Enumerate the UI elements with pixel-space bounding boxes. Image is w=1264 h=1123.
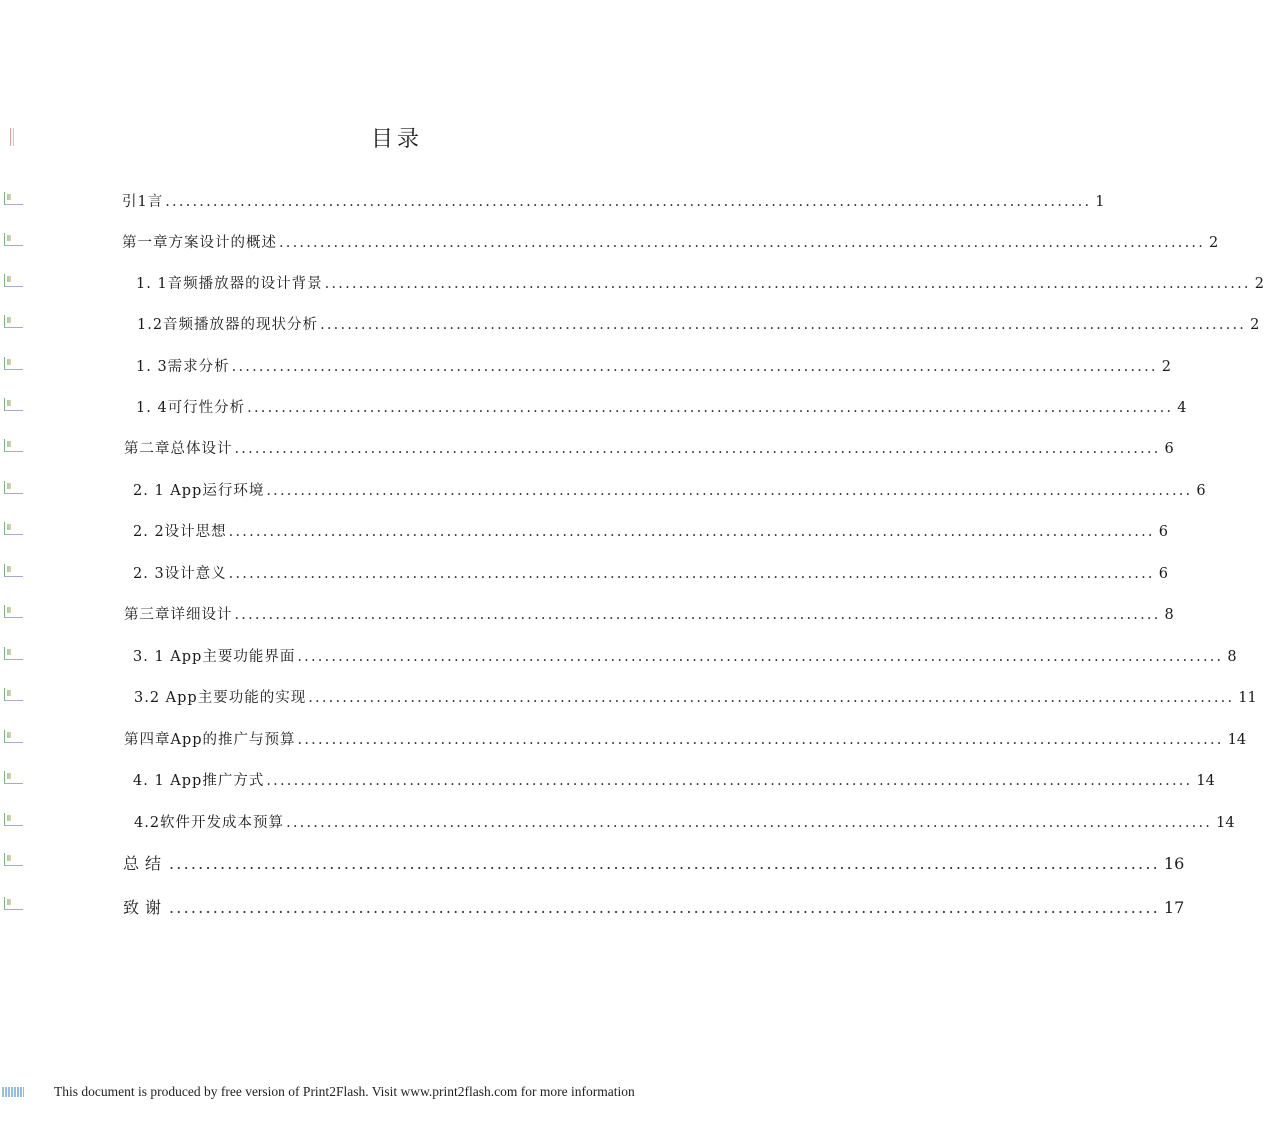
bookmark-icon bbox=[4, 897, 23, 910]
bookmark-icon bbox=[4, 233, 23, 246]
dot-leader: ........................................................................................................................................ bbox=[228, 524, 1155, 540]
toc-label: 总结 bbox=[123, 854, 168, 873]
toc-page-number: 8 bbox=[1164, 607, 1174, 623]
toc-row[interactable] bbox=[0, 603, 1174, 631]
toc-row[interactable] bbox=[0, 769, 1215, 797]
dot-leader: ........................................................................................................................................ bbox=[266, 483, 1193, 499]
dot-leader: ........................................................................................................................................ bbox=[247, 400, 1174, 416]
toc-row[interactable] bbox=[0, 811, 1235, 839]
toc-page-number: 14 bbox=[1227, 732, 1247, 748]
dot-leader: ........................................................................................................................................ bbox=[286, 815, 1213, 831]
dot-leader: ........................................................................................................................................ bbox=[320, 317, 1247, 333]
page-title: 目录 bbox=[370, 127, 423, 152]
toc-page-number: 11 bbox=[1238, 690, 1257, 706]
toc-row[interactable] bbox=[0, 851, 1185, 879]
toc-label: 致谢 bbox=[123, 898, 168, 917]
bookmark-icon bbox=[4, 564, 23, 577]
toc-page-number: 16 bbox=[1163, 854, 1185, 873]
toc-page-number: 1 bbox=[1095, 194, 1105, 210]
toc-page-number: 2 bbox=[1161, 359, 1171, 375]
toc-row[interactable] bbox=[0, 437, 1174, 465]
dot-leader: ........................................................................................................................................ bbox=[297, 649, 1224, 665]
toc-page-number: 2 bbox=[1254, 276, 1264, 292]
dot-leader: ........................................................................................................................................ bbox=[266, 773, 1193, 789]
toc-page-number: 4 bbox=[1177, 400, 1187, 416]
toc-page-number: 17 bbox=[1163, 898, 1185, 917]
dot-leader: ........................................................................................................................................ bbox=[234, 441, 1161, 457]
dot-leader: ........................................................................................................................................ bbox=[228, 566, 1155, 582]
dot-leader: ........................................................................................................................................ bbox=[231, 359, 1158, 375]
toc-row[interactable] bbox=[0, 272, 1264, 300]
toc-page-number: 2 bbox=[1209, 235, 1219, 251]
dot-leader: ........................................................................................................................................ bbox=[279, 235, 1206, 251]
toc-page-number: 14 bbox=[1216, 815, 1235, 831]
toc-row[interactable] bbox=[0, 479, 1206, 507]
toc-label: 第一章方案设计的概述 bbox=[122, 235, 277, 251]
toc-row[interactable] bbox=[0, 728, 1247, 756]
toc-page-number: 6 bbox=[1158, 566, 1168, 582]
toc-row[interactable] bbox=[0, 562, 1168, 590]
bookmark-icon bbox=[4, 730, 23, 743]
bookmark-icon bbox=[4, 853, 23, 866]
dot-leader: ........................................................................................................................................ bbox=[169, 898, 1160, 917]
toc-row[interactable] bbox=[0, 355, 1171, 383]
bookmark-icon bbox=[4, 398, 23, 411]
dot-leader: ........................................................................................................................................ bbox=[297, 732, 1224, 748]
bookmark-icon bbox=[4, 605, 23, 618]
toc-row[interactable] bbox=[0, 645, 1237, 673]
toc-label: 4. 1 App推广方式 bbox=[133, 773, 265, 789]
dot-leader: ........................................................................................................................................ bbox=[169, 854, 1160, 873]
toc-page-number: 8 bbox=[1227, 649, 1237, 665]
toc-label: 1.2音频播放器的现状分析 bbox=[137, 317, 319, 333]
dot-leader: ........................................................................................................................................ bbox=[165, 194, 1092, 210]
toc-label: 第四章App的推广与预算 bbox=[124, 732, 296, 748]
bookmark-icon bbox=[4, 357, 23, 370]
toc-label: 3.2 App主要功能的实现 bbox=[134, 690, 307, 706]
toc-row[interactable] bbox=[0, 190, 1105, 218]
toc-row[interactable] bbox=[0, 396, 1187, 424]
bookmark-icon bbox=[4, 192, 23, 205]
bookmark-icon bbox=[4, 274, 23, 287]
bookmark-icon bbox=[4, 771, 23, 784]
toc-label: 1. 1音频播放器的设计背景 bbox=[136, 276, 323, 292]
toc-page-number: 6 bbox=[1158, 524, 1168, 540]
bookmark-icon bbox=[4, 688, 23, 701]
bookmark-icon bbox=[4, 522, 23, 535]
footer-note: This document is produced by free version of Print2Flash. Visit www.print2flash.com for more information bbox=[54, 1084, 635, 1099]
toc-label: 2. 2设计思想 bbox=[133, 524, 227, 540]
toc-row[interactable] bbox=[0, 313, 1260, 341]
toc-label: 第二章总体设计 bbox=[124, 441, 233, 457]
toc-label: 1. 3需求分析 bbox=[136, 359, 230, 375]
toc-label: 第三章详细设计 bbox=[124, 607, 233, 623]
toc-page-number: 6 bbox=[1164, 441, 1174, 457]
toc-row[interactable] bbox=[0, 686, 1257, 714]
bookmark-icon bbox=[4, 813, 23, 826]
dot-leader: ........................................................................................................................................ bbox=[234, 607, 1161, 623]
bookmark-icon bbox=[4, 315, 23, 328]
toc-page-number: 6 bbox=[1196, 483, 1206, 499]
toc-label: 2. 3设计意义 bbox=[133, 566, 227, 582]
toc-page-number: 2 bbox=[1250, 317, 1260, 333]
dot-leader: ........................................................................................................................................ bbox=[324, 276, 1251, 292]
toc-label: 引1言 bbox=[122, 194, 164, 210]
print2flash-logo-icon bbox=[2, 1087, 24, 1097]
bookmark-icon bbox=[4, 647, 23, 660]
toc-row[interactable] bbox=[0, 520, 1168, 548]
toc-label: 4.2软件开发成本预算 bbox=[134, 815, 285, 831]
toc-page-number: 14 bbox=[1196, 773, 1215, 789]
bookmark-icon bbox=[4, 481, 23, 494]
toc-row[interactable] bbox=[0, 895, 1185, 923]
toc-label: 2. 1 App运行环境 bbox=[133, 483, 265, 499]
toc-row[interactable] bbox=[0, 231, 1219, 259]
toc-label: 1. 4可行性分析 bbox=[136, 400, 246, 416]
toc-label: 3. 1 App主要功能界面 bbox=[133, 649, 296, 665]
bookmark-icon bbox=[4, 439, 23, 452]
dot-leader: ........................................................................................................................................ bbox=[308, 690, 1235, 706]
